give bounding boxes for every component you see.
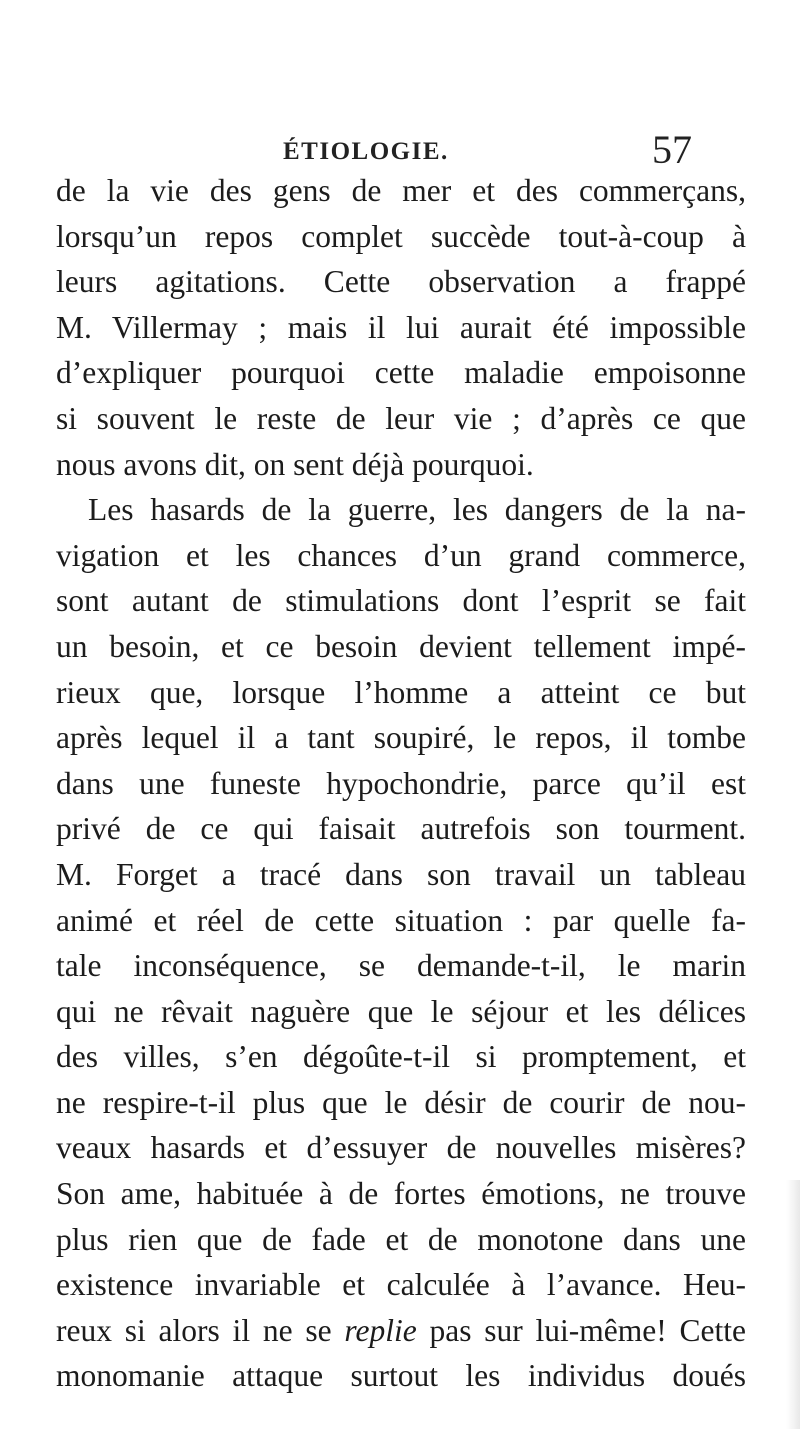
text-line: Son ame, habituée à de fortes émotions, ne trouve <box>56 1176 746 1212</box>
text-line: un besoin, et ce besoin devient tellement impé- <box>56 628 746 664</box>
text-line: si souvent le reste de leur vie ; d’après ce que <box>56 400 746 436</box>
text-line: plus rien que de fade et de monotone dans une <box>56 1221 746 1257</box>
text-line: veaux hasards et d’essuyer de nouvelles misères? <box>56 1130 746 1166</box>
text-line: M. Villermay ; mais il lui aurait été impossible <box>56 309 746 345</box>
text-line: existence invariable et calculée à l’avance. Heu- <box>56 1267 746 1303</box>
page-number: 57 <box>652 127 692 172</box>
text-line: dans une funeste hypochondrie, parce qu’il est <box>56 765 746 801</box>
emphasized-word: replie <box>344 1312 417 1348</box>
text-line: des villes, s’en dégoûte-t-il si promptement, et <box>56 1039 746 1075</box>
text-line: sont autant de stimulations dont l’esprit se fait <box>56 583 746 619</box>
text-line: vigation et les chances d’un grand commerce, <box>56 537 746 573</box>
text-line: ne respire-t-il plus que le désir de courir de nou- <box>56 1084 746 1120</box>
text-line: privé de ce qui faisait autrefois son tourment. <box>56 811 746 847</box>
text-line: leurs agitations. Cette observation a frappé <box>56 264 746 300</box>
text-line: qui ne rêvait naguère que le séjour et les délices <box>56 993 746 1029</box>
body-text <box>56 168 746 1399</box>
text-line: nous avons dit, on sent déjà pourquoi. <box>56 446 534 482</box>
text-line: Les hasards de la guerre, les dangers de la na- <box>88 492 746 528</box>
text-line: tale inconséquence, se demande-t-il, le marin <box>56 948 746 984</box>
page-edge-shadow <box>786 1180 800 1429</box>
text-line: animé et réel de cette situation : par quelle fa- <box>56 902 746 938</box>
text-line: après lequel il a tant soupiré, le repos, il tombe <box>56 720 746 756</box>
text-line: d’expliquer pourquoi cette maladie empoisonne <box>56 355 746 391</box>
text-line: rieux que, lorsque l’homme a atteint ce but <box>56 674 746 710</box>
text-line: monomanie attaque surtout les individus doués <box>56 1358 746 1394</box>
running-title: ÉTIOLOGIE. <box>283 138 449 165</box>
text-line: reux si alors il ne se replie pas sur lui-même! Cette <box>56 1312 746 1348</box>
text-line: lorsqu’un repos complet succède tout-à-coup à <box>56 218 746 254</box>
text-line: de la vie des gens de mer et des commerçans, <box>56 173 746 208</box>
text-line: M. Forget a tracé dans son travail un tableau <box>56 856 746 892</box>
